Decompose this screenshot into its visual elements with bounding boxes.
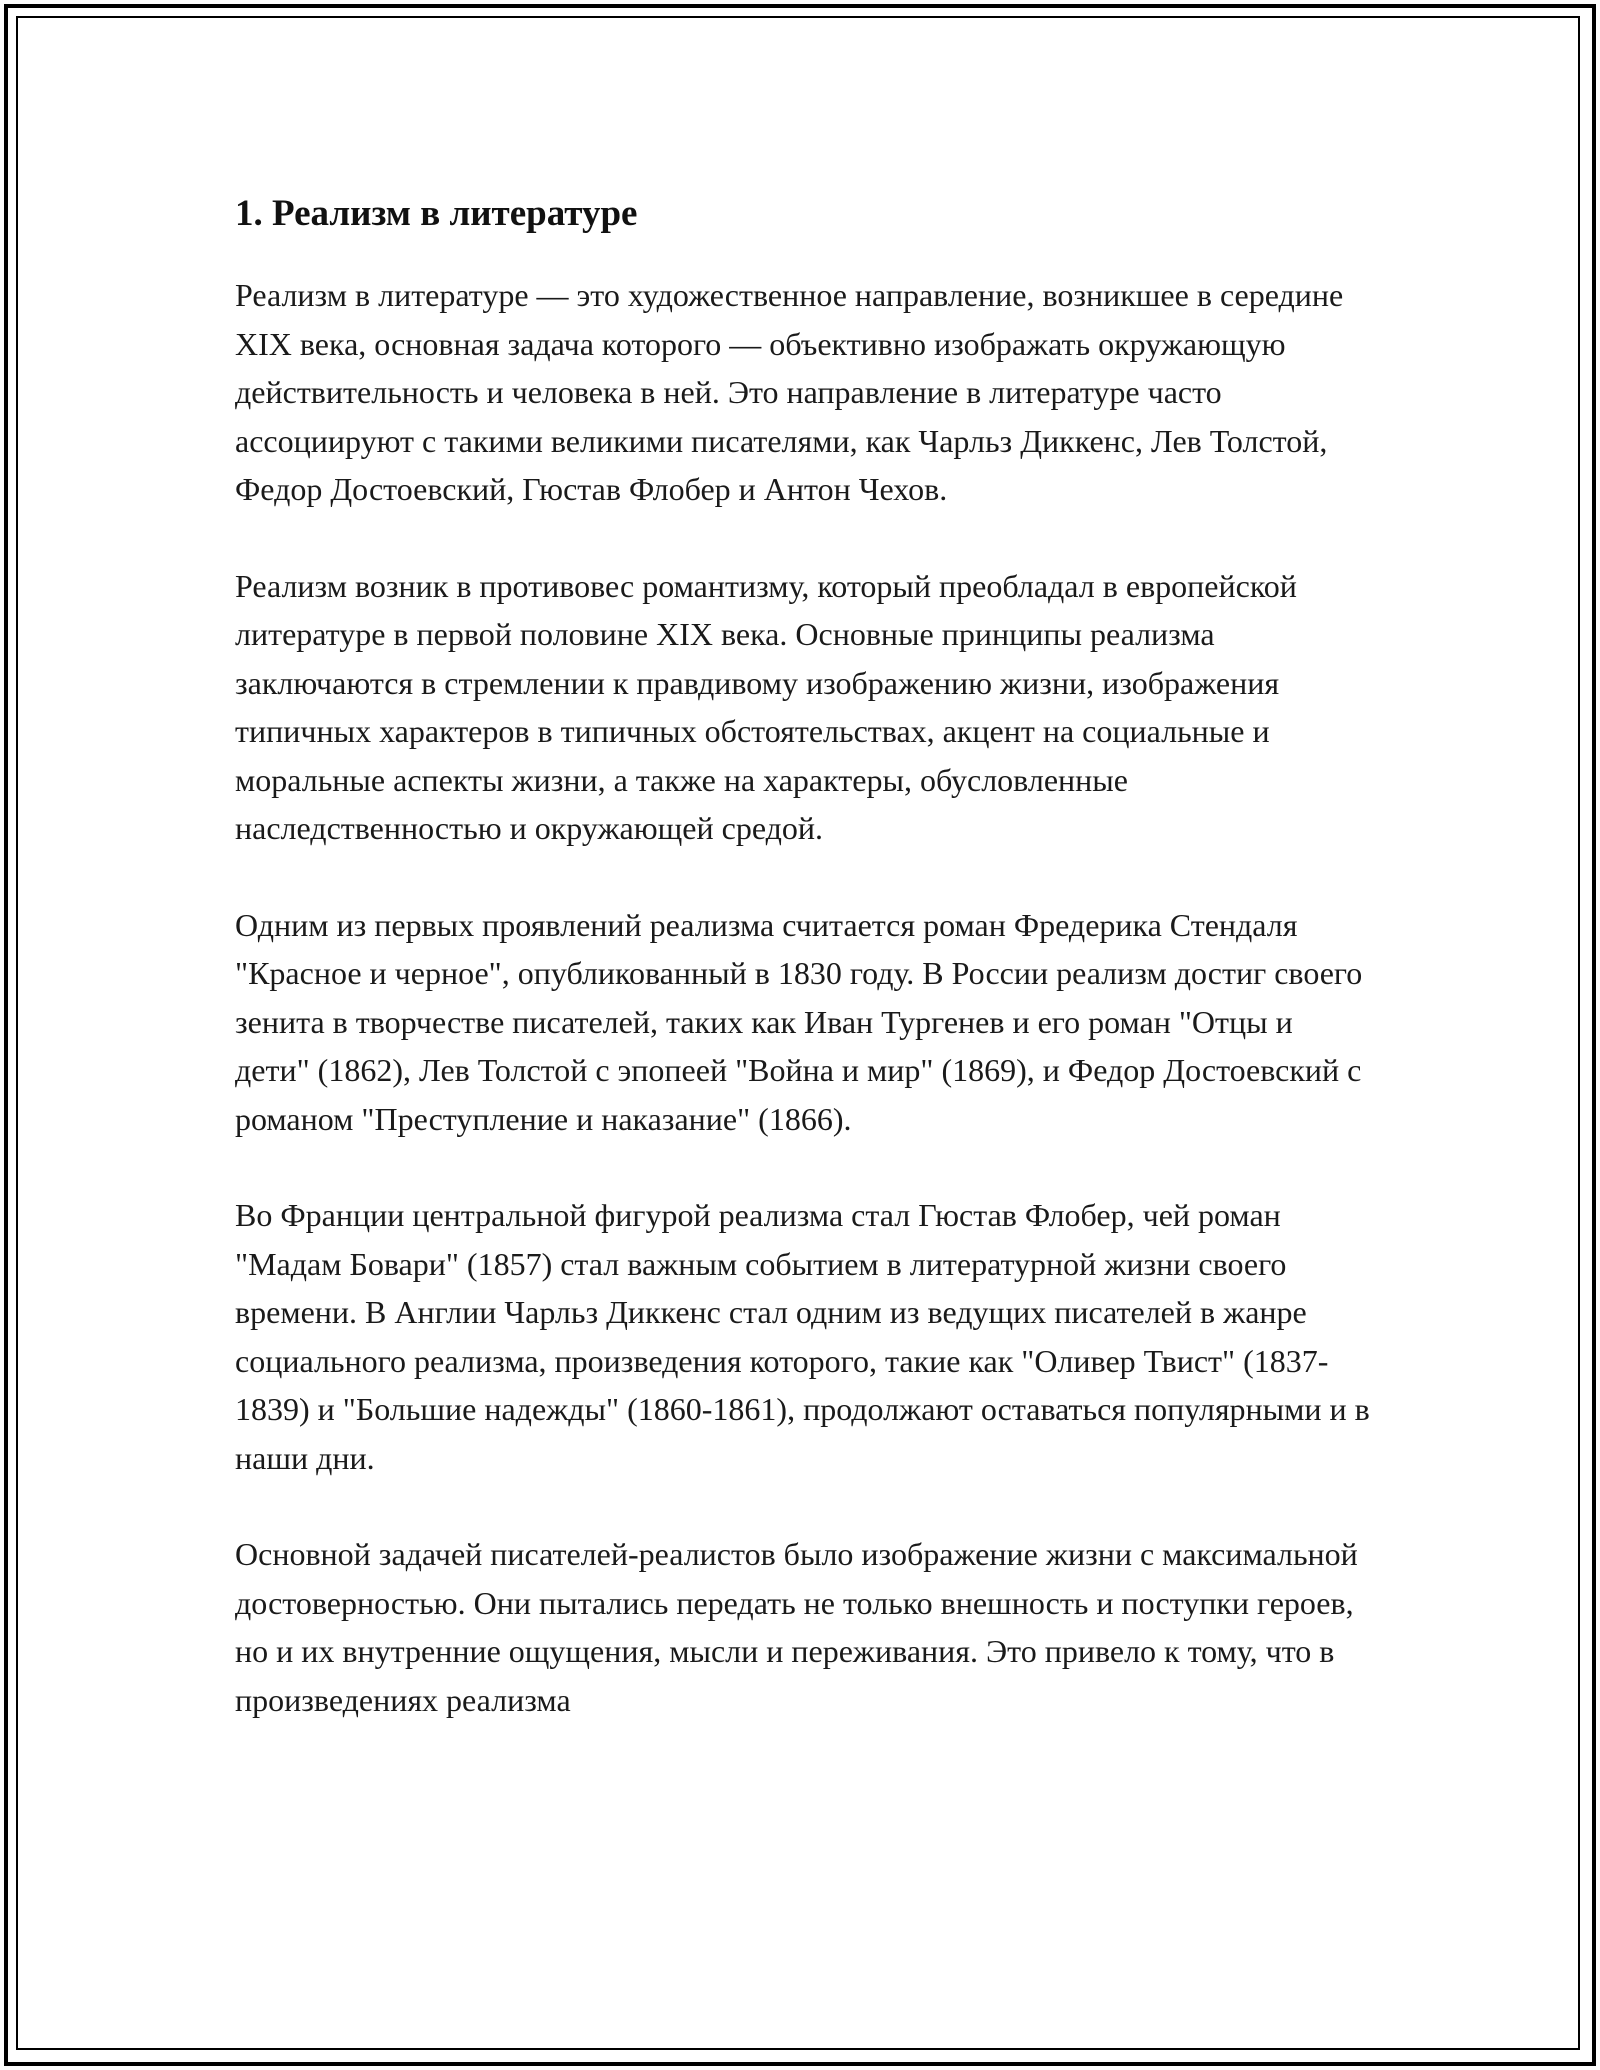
paragraph-5: Основной задачей писателей-реалистов было изображение жизни с максимальной достоверностью. Они пытались передать не только внешность и поступки героев, но и их внутренние ощущения, мысли и переживания. Это привело к тому, что в произведениях реализма [235, 1536, 1358, 1718]
section-heading: 1. Реализм в литературе [235, 193, 638, 234]
paragraph-3: Одним из первых проявлений реализма считается роман Фредерика Стендаля "Красное и черное", опубликованный в 1830 году. В России реализм достиг своего зенита в творчестве писателей, таких как Иван Тургенев и его роман "Отцы и дети" (1862), Лев Толстой с эпопеей "Война и мир" (1869), и Федор Достоевский с романом "Преступление и наказание" (1866). [235, 906, 1363, 1137]
paragraph-4: Во Франции центральной фигурой реализма стал Гюстав Флобер, чей роман "Мадам Бовари" (1857) стал важным событием в литературной жизни своего времени. В Англии Чарльз Диккенс стал одним из ведущих писателей в жанре социального реализма, произведения которого, такие как "Оливер Твист" (1837-1839) и "Большие надежды" (1860-1861), продолжают оставаться популярными и в наши дни. [235, 1197, 1370, 1476]
document-body [235, 185, 1370, 1772]
paragraph-1: Реализм в литературе — это художественное направление, возникшее в середине XIX века, основная задача которого — объективно изображать окружающую действительность и человека в ней. Это направление в литературе часто ассоциируют с такими великими писателями, как Чарльз Диккенс, Лев Толстой, Федор Достоевский, Гюстав Флобер и Антон Чехов. [235, 277, 1344, 507]
paragraph-2: Реализм возник в противовес романтизму, который преобладал в европейской литературе в первой половине XIX века. Основные принципы реализма заключаются в стремлении к правдивому изображению жизни, изображения типичных характеров в типичных обстоятельствах, акцент на социальные и моральные аспекты жизни, а также на характеры, обусловленные наследственностью и окружающей средой. [235, 567, 1297, 846]
